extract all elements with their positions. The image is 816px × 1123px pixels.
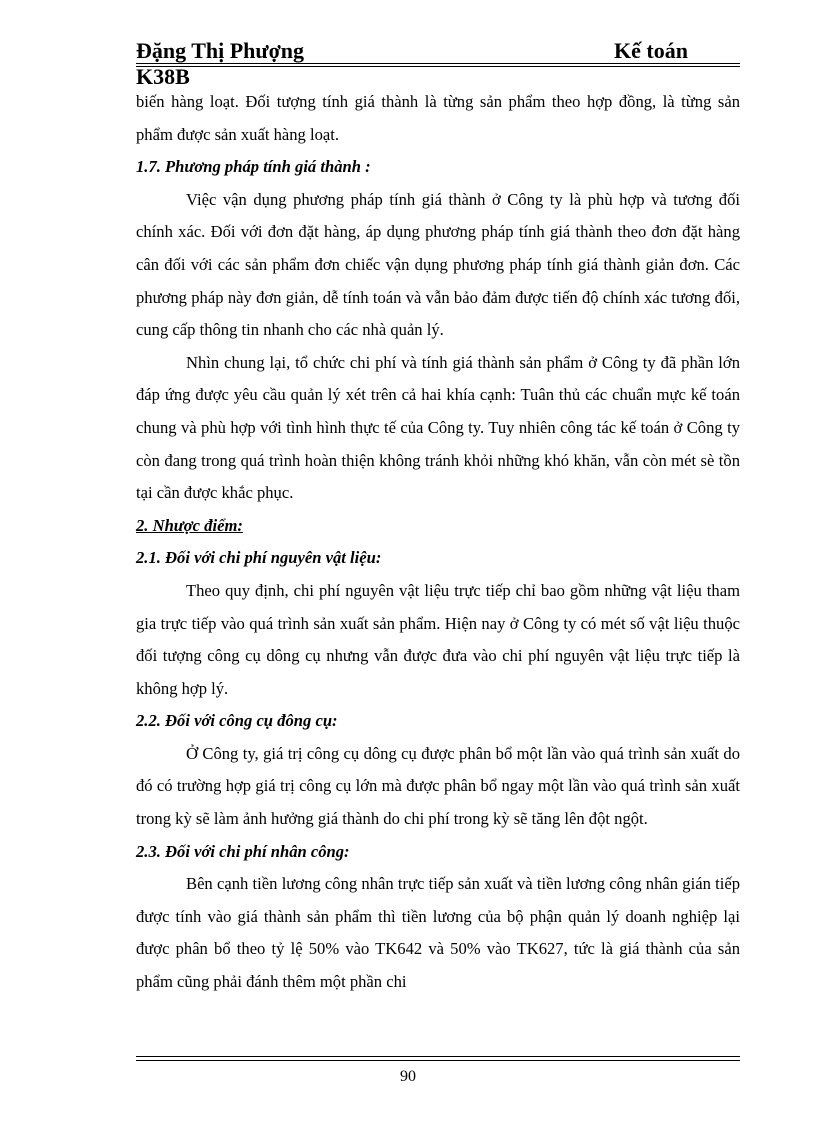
subsection-heading: 2.2. Đối với công cụ đông cụ: bbox=[136, 711, 338, 731]
header-department: Kế toán bbox=[614, 38, 688, 63]
paragraph: biến hàng loạt. Đối tượng tính giá thành là từng sản phẩm theo hợp đồng, là từng sản phẩm được sản xuất hàng loạt. bbox=[136, 92, 740, 144]
section-heading: 1.7. Phương pháp tính giá thành : bbox=[136, 157, 371, 177]
section-heading: 2. Nhược điểm: bbox=[136, 515, 243, 535]
header-author: Đặng Thị Phượng bbox=[136, 38, 305, 63]
subsection-heading: 2.1. Đối với chi phí nguyên vật liệu: bbox=[136, 548, 382, 568]
subsection-heading: 2.3. Đối với chi phí nhân công: bbox=[136, 841, 350, 861]
page-number: 90 bbox=[400, 1068, 416, 1085]
paragraph: Nhìn chung lại, tổ chức chi phí và tính giá thành sản phẩm ở Công ty đã phần lớn đáp ứng được yêu cầu quản lý xét trên cả hai khía cạnh: Tuân thủ các chuẩn mực kế toán chung và phù hợp với tình hình thực tế của Công ty. Tuy nhiên công tác kế toán ở Công ty còn đang trong quá trình hoàn thiện không tránh khỏi những khó khăn, vẫn còn mét sè tồn tại cần được khắc phục. bbox=[136, 352, 740, 503]
footer-rule-top bbox=[136, 1056, 740, 1057]
header-rule-bottom bbox=[136, 66, 740, 67]
paragraph: Bên cạnh tiền lương công nhân trực tiếp sản xuất và tiền lương công nhân gián tiếp được tính vào giá thành sản phẩm thì tiền lương của bộ phận quản lý doanh nghiệp lại được phân bổ theo tỷ lệ 50% vào TK642 và 50% vào TK627, tức là giá thành của sản phẩm cũng phải đánh thêm một phần chi bbox=[136, 874, 740, 992]
footer-rule-bottom bbox=[136, 1060, 740, 1061]
header-class: K38B bbox=[136, 64, 190, 89]
paragraph: Theo quy định, chi phí nguyên vật liệu trực tiếp chỉ bao gồm những vật liệu tham gia trực tiếp vào quá trình sản xuất sản phẩm. Hiện nay ở Công ty có mét số vật liệu thuộc đối tượng công cụ dông cụ nhưng vẫn được đưa vào chi phí nguyên vật liệu trực tiếp là không hợp lý. bbox=[136, 580, 740, 698]
header-rule-top bbox=[136, 63, 740, 64]
paragraph: Ở Công ty, giá trị công cụ dông cụ được phân bổ một lần vào quá trình sản xuất do đó có trường hợp giá trị công cụ lớn mà được phân bổ ngay một lần vào quá trình sản xuất trong kỳ sẽ làm ảnh hưởng giá thành do chi phí trong kỳ sẽ tăng lên đột ngột. bbox=[136, 743, 740, 829]
paragraph: Việc vận dụng phương pháp tính giá thành ở Công ty là phù hợp và tương đối chính xác. Đối với đơn đặt hàng, áp dụng phương pháp tính giá thành theo đơn đặt hàng cân đối với các sản phẩm đơn chiếc vận dụng phương pháp tính giá thành giản đơn. Các phương pháp này đơn giản, dễ tính toán và vẫn bảo đảm được tiến độ chính xác tương đối, cung cấp thông tin nhanh cho các nhà quản lý. bbox=[136, 189, 740, 340]
document-body bbox=[136, 86, 740, 999]
